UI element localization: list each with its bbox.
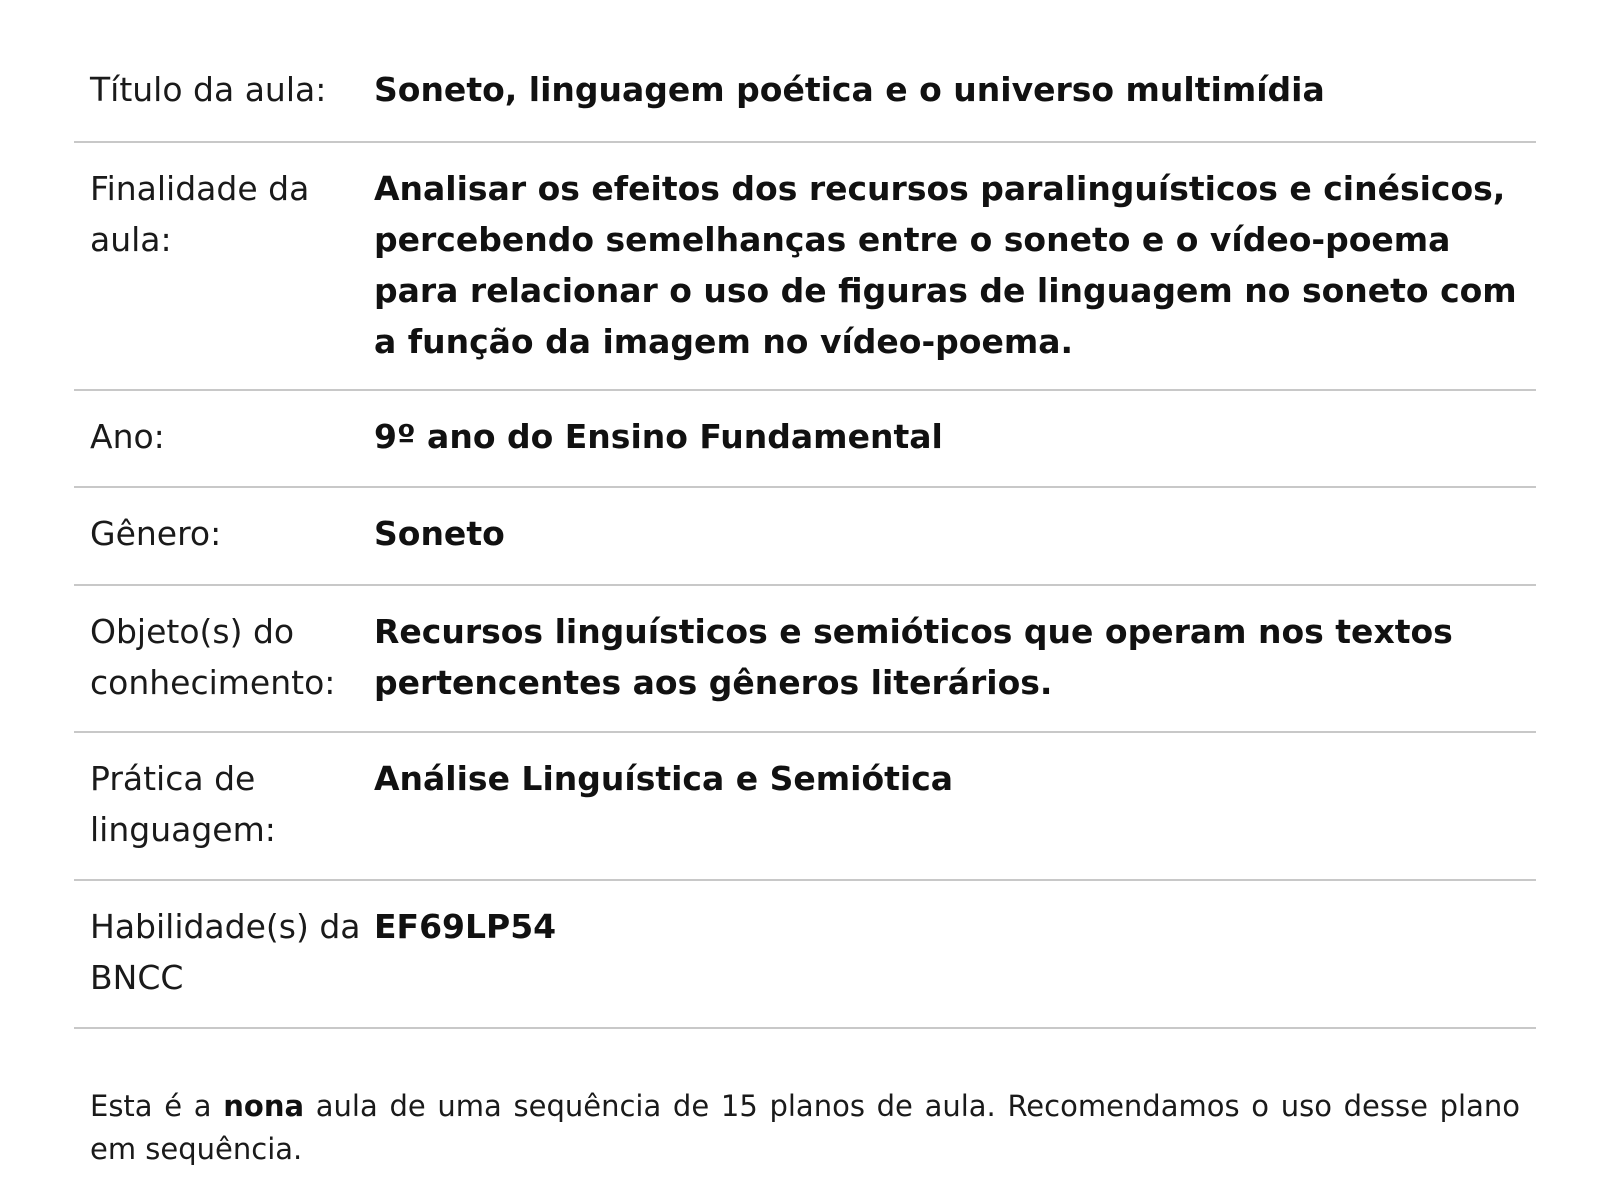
row-objeto: [74, 586, 1536, 733]
row-value: Analisar os efeitos dos recursos paralinguísticos e cinésicos, percebendo semelhanças entre o soneto e o vídeo-poema para relacionar o uso de figuras de linguagem no soneto com a função da imagem no vídeo-poema.: [374, 169, 1517, 361]
row-label: Ano:: [90, 417, 165, 456]
row-label: Prática de linguagem:: [90, 759, 276, 849]
note-after: aula de uma sequência de 15 planos de aula. Recomendamos o uso desse plano em sequência.: [90, 1089, 1521, 1166]
row-label: Título da aula:: [90, 70, 327, 109]
note-before: Esta é a: [90, 1089, 212, 1123]
row-genero: [74, 488, 1536, 586]
row-value: Análise Linguística e Semiótica: [374, 759, 954, 798]
note-emphasis: nona: [223, 1089, 305, 1123]
sequence-note: [90, 1085, 1520, 1171]
row-label: Objeto(s) do conhecimento:: [90, 612, 336, 702]
row-label: Habilidade(s) da BNCC: [90, 907, 361, 997]
row-pratica: [74, 733, 1536, 881]
row-value: Soneto: [374, 514, 505, 553]
row-value: 9º ano do Ensino Fundamental: [374, 417, 943, 456]
row-habilidade: [74, 881, 1536, 1029]
row-value: Recursos linguísticos e semióticos que operam nos textos pertencentes aos gêneros literários.: [374, 612, 1453, 702]
lesson-info-table: [74, 44, 1536, 1029]
row-value: Soneto, linguagem poética e o universo multimídia: [374, 70, 1325, 109]
row-label: Finalidade da aula:: [90, 169, 310, 259]
row-label: Gênero:: [90, 514, 222, 553]
row-value: EF69LP54: [374, 907, 557, 946]
row-ano: [74, 391, 1536, 488]
row-finalidade: [74, 143, 1536, 391]
row-titulo: [74, 44, 1536, 143]
